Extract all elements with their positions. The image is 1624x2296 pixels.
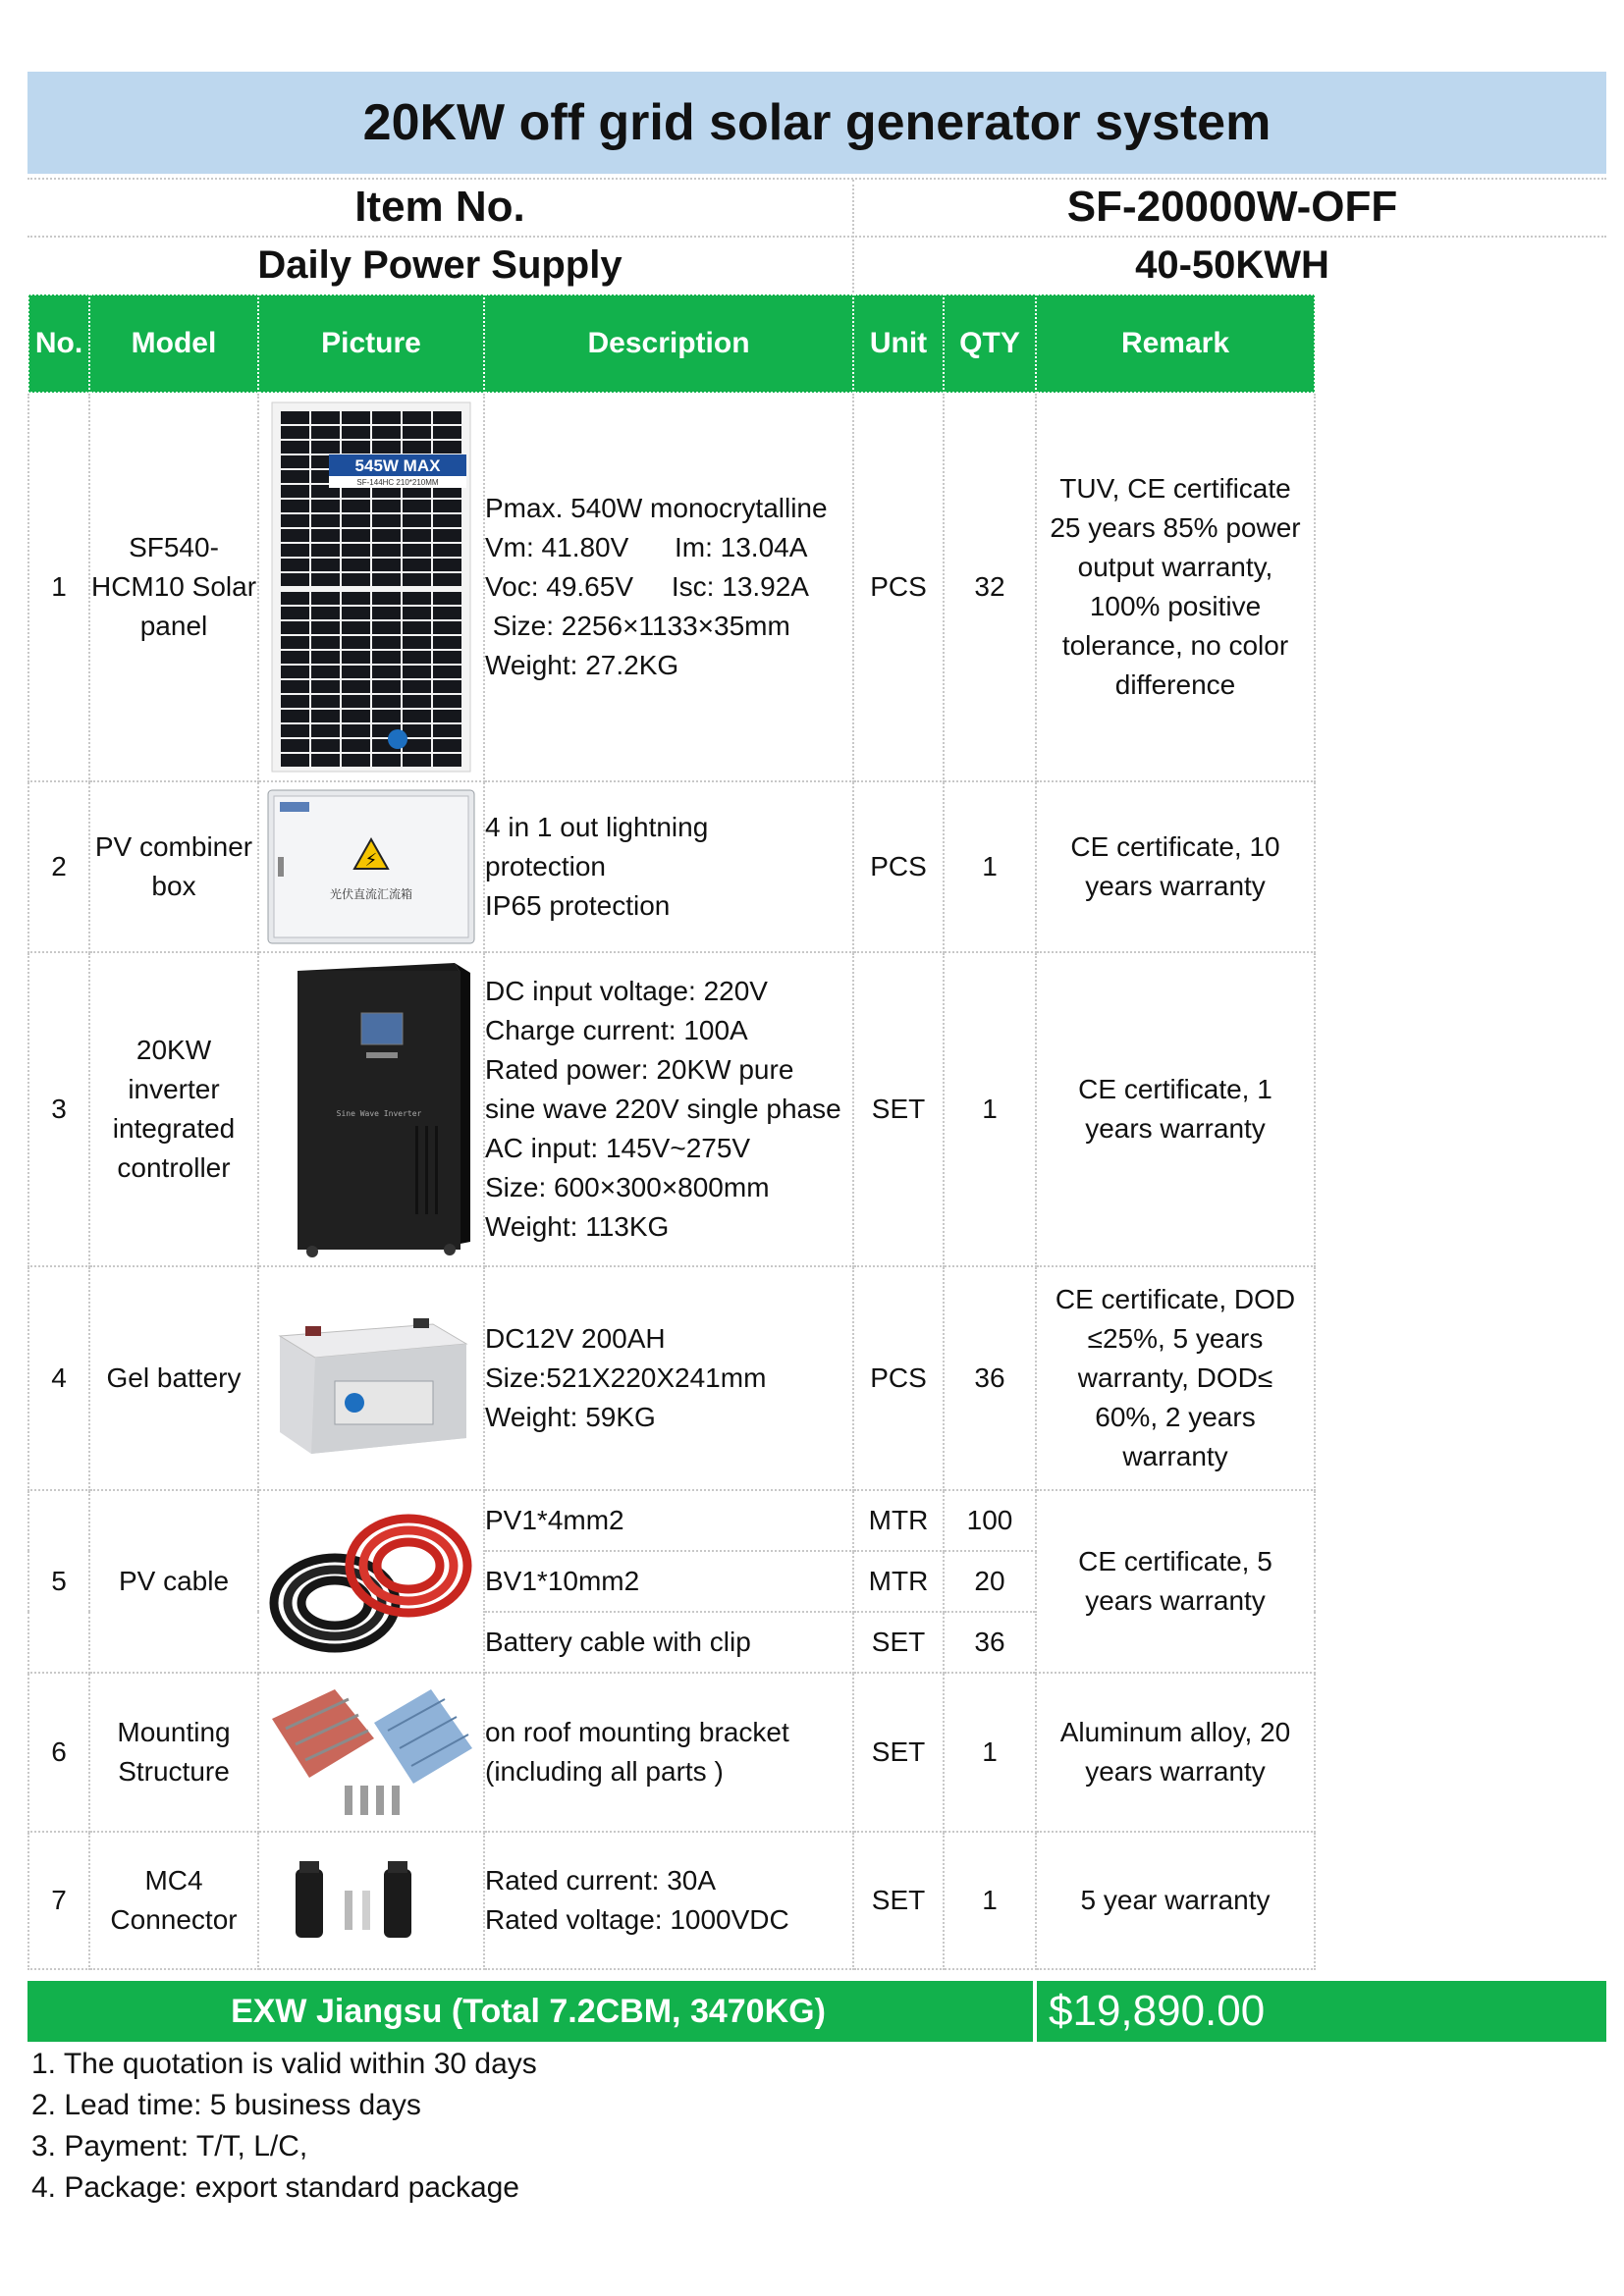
row-qty: 100 — [944, 1490, 1036, 1551]
row-unit: SET — [853, 1612, 944, 1673]
row-description: 4 in 1 out lightning protection IP65 protection — [484, 781, 853, 952]
row-model: Gel battery — [89, 1266, 258, 1490]
table-row — [28, 1832, 1315, 1969]
total-bar — [27, 1981, 1606, 2042]
total-price: $19,890.00 — [1049, 1987, 1266, 2035]
row-unit: MTR — [853, 1551, 944, 1612]
row-unit: PCS — [853, 781, 944, 952]
page-title: 20KW off grid solar generator system — [27, 72, 1606, 174]
item-no-value: SF-20000W-OFF — [1066, 183, 1398, 231]
row-remark: CE certificate, 1 years warranty — [1036, 952, 1315, 1266]
row-no: 2 — [28, 781, 89, 952]
solar-panel-image — [258, 393, 484, 781]
total-label: EXW Jiangsu (Total 7.2CBM, 3470KG) — [231, 1992, 826, 2030]
row-description: DC12V 200AH Size:521X220X241mm Weight: 59KG — [484, 1266, 853, 1490]
row-unit: SET — [853, 1832, 944, 1969]
row-model: PV cable — [89, 1490, 258, 1673]
row-no: 7 — [28, 1832, 89, 1969]
combiner-box-image — [258, 781, 484, 952]
row-model: SF540- HCM10 Solar panel — [89, 393, 258, 781]
svg-text:545W MAX: 545W MAX — [354, 456, 441, 475]
row-no: 1 — [28, 393, 89, 781]
row-remark: CE certificate, 10 years warranty — [1036, 781, 1315, 952]
row-no: 5 — [28, 1490, 89, 1673]
row-qty: 20 — [944, 1551, 1036, 1612]
row-model: PV combiner box — [89, 781, 258, 952]
daily-power-supply-label: Daily Power Supply — [257, 242, 623, 287]
column-header-no: No. — [28, 294, 89, 393]
quotation-table — [27, 294, 1316, 1970]
svg-text:SF-144HC 210*210MM: SF-144HC 210*210MM — [356, 478, 439, 487]
row-remark: CE certificate, 5 years warranty — [1036, 1490, 1315, 1673]
table-row — [28, 781, 1315, 952]
pv-cable-image — [258, 1490, 484, 1673]
table-header-row — [28, 294, 1315, 393]
svg-text:Sine Wave Inverter: Sine Wave Inverter — [336, 1109, 422, 1118]
row-no: 3 — [28, 952, 89, 1266]
row-remark: TUV, CE certificate 25 years 85% power output warranty, 100% positive tolerance, no color difference — [1036, 393, 1315, 781]
table-row — [28, 952, 1315, 1266]
row-no: 4 — [28, 1266, 89, 1490]
table-row — [28, 1490, 1315, 1551]
row-qty: 36 — [944, 1266, 1036, 1490]
row-model: MC4 Connector — [89, 1832, 258, 1969]
row-qty: 1 — [944, 781, 1036, 952]
row-no: 6 — [28, 1673, 89, 1832]
row-description: Battery cable with clip — [484, 1612, 853, 1673]
row-unit: SET — [853, 1673, 944, 1832]
row-remark: 5 year warranty — [1036, 1832, 1315, 1969]
row-qty: 1 — [944, 952, 1036, 1266]
row-description: PV1*4mm2 — [484, 1490, 853, 1551]
row-qty: 1 — [944, 1673, 1036, 1832]
row-qty: 32 — [944, 393, 1036, 781]
mc4-connector-image — [258, 1832, 484, 1969]
row-description: Rated current: 30A Rated voltage: 1000VDC — [484, 1832, 853, 1969]
row-qty: 36 — [944, 1612, 1036, 1673]
column-header-remark: Remark — [1036, 294, 1315, 393]
row-unit: SET — [853, 952, 944, 1266]
row-unit: PCS — [853, 393, 944, 781]
row-description: DC input voltage: 220V Charge current: 100A Rated power: 20KW pure sine wave 220V single phase AC input: 145V~275V Size: 600×300×800mm Weight: 113KG — [484, 952, 853, 1266]
column-header-description: Description — [484, 294, 853, 393]
column-header-unit: Unit — [853, 294, 944, 393]
terms-notes — [31, 2044, 537, 2209]
row-remark: CE certificate, DOD ≤25%, 5 years warranty, DOD≤ 60%, 2 years warranty — [1036, 1266, 1315, 1490]
row-remark: Aluminum alloy, 20 years warranty — [1036, 1673, 1315, 1832]
divider — [852, 180, 854, 293]
row-model: 20KW inverter integrated controller — [89, 952, 258, 1266]
table-row — [28, 1673, 1315, 1832]
note-item: 4. Package: export standard package — [31, 2171, 519, 2204]
note-item: 2. Lead time: 5 business days — [31, 2089, 421, 2121]
column-header-model: Model — [89, 294, 258, 393]
note-item: 1. The quotation is valid within 30 days — [31, 2048, 537, 2080]
svg-text:光伏直流汇流箱: 光伏直流汇流箱 — [329, 887, 413, 901]
row-description: BV1*10mm2 — [484, 1551, 853, 1612]
row-description: Pmax. 540W monocrytalline Vm: 41.80V Im: 13.04A Voc: 49.65V Isc: 13.92A Size: 2256×1133×35mm Weight: 27.2KG — [484, 393, 853, 781]
row-unit: PCS — [853, 1266, 944, 1490]
table-row — [28, 393, 1315, 781]
table-row — [28, 1266, 1315, 1490]
gel-battery-image — [258, 1266, 484, 1490]
daily-power-supply-value: 40-50KWH — [1135, 242, 1329, 287]
row-qty: 1 — [944, 1832, 1036, 1969]
inverter-image — [258, 952, 484, 1266]
note-item: 3. Payment: T/T, L/C, — [31, 2130, 308, 2163]
mounting-structure-image — [258, 1673, 484, 1832]
row-model: Mounting Structure — [89, 1673, 258, 1832]
row-description: on roof mounting bracket (including all parts ) — [484, 1673, 853, 1832]
row-unit: MTR — [853, 1490, 944, 1551]
column-header-qty: QTY — [944, 294, 1036, 393]
column-header-picture: Picture — [258, 294, 484, 393]
item-no-label: Item No. — [354, 183, 525, 231]
divider — [1033, 1981, 1037, 2042]
svg-text:⚡: ⚡ — [364, 850, 378, 871]
